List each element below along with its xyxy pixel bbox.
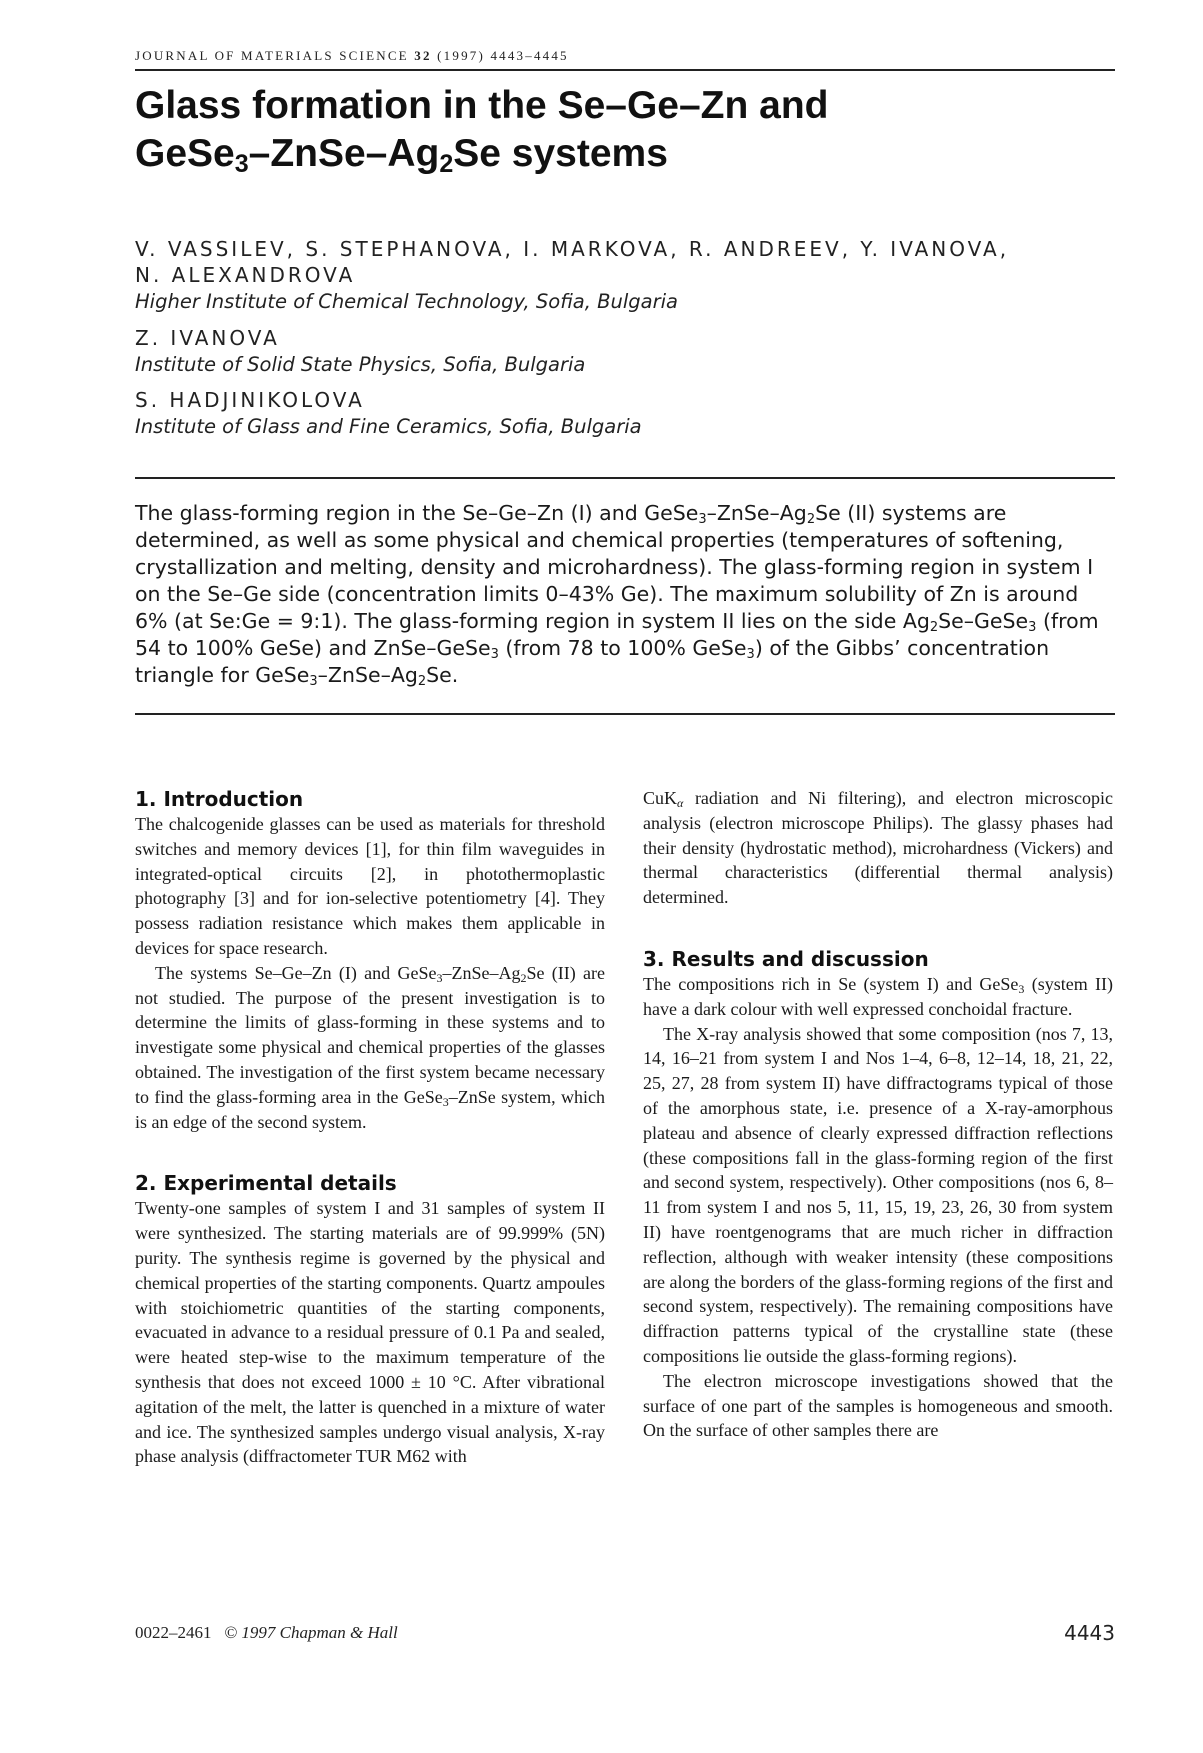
section-gap	[643, 910, 1113, 946]
title-subscript: 2	[439, 150, 454, 178]
section-heading-results: 3. Results and discussion	[643, 946, 929, 971]
abstract-text: ) of the Gibbs’ concentration triangle for GeSe	[135, 636, 1050, 687]
header-rule	[135, 69, 1115, 71]
copyright: © 1997 Chapman & Hall	[224, 1623, 398, 1642]
body-text: –ZnSe–Ag	[442, 962, 521, 983]
abstract-top-rule	[135, 477, 1115, 479]
title-line-1: Glass formation in the Se–Ge–Zn and	[135, 84, 829, 127]
running-head	[135, 48, 1115, 64]
author-names-line-2: N. ALEXANDROVA	[135, 263, 356, 287]
abstract-subscript: 2	[806, 512, 816, 527]
body-subscript: 3	[436, 970, 443, 985]
abstract-text: –ZnSe–Ag	[317, 663, 418, 687]
author-names-2: Z. IVANOVA	[135, 326, 280, 350]
body-text: radiation and Ni filtering), and electron microscopic analysis (electron microscope Philips). The glassy phases had their density (hydrostatic method), microhardness (Vickers) and thermal characteristics (differential thermal analysis) determined.	[643, 788, 1113, 908]
footer-issn-copyright	[135, 1623, 398, 1643]
issn: 0022–2461	[135, 1623, 212, 1642]
section-heading-experimental: 2. Experimental details	[135, 1171, 397, 1196]
abstract-subscript: 3	[1028, 620, 1037, 635]
experimental-paragraph-1: Twenty-one samples of system I and 31 samples of system II were synthesized. The starting materials are of 99.999% (5N) purity. The synthesis regime is governed by the physical and chemical properties of the starting components. Quartz ampoules with stoichiometric quantities of the starting components, evacuated in advance to a residual pressure of 0.1 Pa and sealed, were heated step-wise to the maximum temperature of the synthesis that does not exceed 1000 ± 10 °C. After vibrational agitation of the melt, the latter is quenched in a mixture of water and ice. The synthesized samples undergo visual analysis, X-ray phase analysis (diffractometer TUR M62 with	[135, 1198, 605, 1467]
abstract-bottom-rule	[135, 713, 1115, 715]
affiliation-1: Higher Institute of Chemical Technology, Sofia, Bulgaria	[135, 290, 679, 313]
journal-volume: 32	[414, 48, 432, 63]
results-paragraph-1	[643, 972, 1113, 1022]
results-paragraph-3: The electron microscope investigations showed that the surface of one part of the samples is homogeneous and smooth. On the surface of other samples there are	[643, 1370, 1113, 1441]
results-paragraph-2: The X-ray analysis showed that some composition (nos 7, 13, 14, 16–21 from system I and Nos 1–4, 6–8, 12–14, 18, 21, 22, 25, 27, 28 from system II) have diffractograms typical of those of the amorphous state, i.e. presence of a X-ray-amorphous plateau and absence of clearly expressed diffraction reflections (these compositions fall in the glass-forming region of the first and second system, respectively). Other compositions (nos 6, 8–11 from system I and nos 5, 11, 15, 19, 23, 26, 30 from system II) have roentgenograms that are much richer in diffraction reflection, although with weaker intensity (these compositions are along the borders of the glass-forming regions of the first and second system, respectively). The remaining compositions have diffraction patterns typical of the crystalline state (these compositions lie outside the glass-forming regions).	[643, 1023, 1113, 1366]
journal-name: JOURNAL OF MATERIALS SCIENCE	[135, 48, 409, 63]
column-right	[643, 786, 1113, 1443]
page-number: 4443	[1064, 1621, 1115, 1645]
author-names-3: S. HADJINIKOLOVA	[135, 388, 365, 412]
experimental-paragraph-continued	[643, 786, 1113, 910]
body-text: –ZnSe system, which is an edge of the second system.	[135, 1086, 605, 1132]
section-gap	[135, 1134, 605, 1170]
abstract-text: (from 78 to 100% GeSe	[498, 636, 747, 660]
abstract-subscript: 3	[309, 674, 318, 689]
author-names-line-1: V. VASSILEV, S. STEPHANOVA, I. MARKOVA, R. ANDREEV, Y. IVANOVA,	[135, 237, 1010, 261]
title-subscript: 3	[234, 150, 249, 178]
body-subscript: 3	[442, 1094, 449, 1109]
intro-paragraph-1: The chalcogenide glasses can be used as materials for threshold switches and memory devices [1], for thin film waveguides in integrated-optical circuits [2], in photothermoplastic photography [3] and for ion-selective potentiometry [4]. They possess radiation resistance which makes them applicable in devices for space research.	[135, 814, 605, 958]
body-subscript: 3	[1018, 981, 1025, 996]
column-left	[135, 786, 605, 1469]
abstract-text: (from 54 to 100% GeSe) and ZnSe–GeSe	[135, 609, 1099, 660]
intro-paragraph-2	[135, 961, 605, 1135]
article-title	[135, 82, 1115, 178]
body-text: The compositions rich in Se (system I) and GeSe	[643, 973, 1019, 994]
abstract-text: –ZnSe–Ag	[706, 501, 807, 525]
abstract	[135, 500, 1115, 689]
body-subscript: 2	[520, 970, 527, 985]
title-part: –ZnSe–Ag	[248, 132, 440, 175]
abstract-subscript: 3	[698, 512, 707, 527]
body-text: The systems Se–Ge–Zn (I) and GeSe	[155, 962, 437, 983]
alpha-subscript: α	[677, 796, 684, 810]
journal-year-pages: (1997) 4443–4445	[437, 48, 569, 63]
section-heading-introduction: 1. Introduction	[135, 787, 304, 811]
affiliation-3: Institute of Glass and Fine Ceramics, Sofia, Bulgaria	[135, 415, 642, 438]
author-group-2	[135, 325, 1115, 378]
abstract-subscript: 2	[417, 674, 427, 689]
abstract-subscript: 2	[929, 620, 939, 635]
body-text: (system II) have a dark colour with well expressed conchoidal fracture.	[643, 973, 1113, 1019]
body-text: CuK	[643, 788, 678, 808]
title-part: GeSe	[135, 132, 235, 175]
abstract-text: Se (II) systems are determined, as well as some physical and chemical properties (temperatures of softening, crystallization and melting, density and microhardness). The glass-forming region in system I on the Se–Ge side (concentration limits 0–43% Ge). The maximum solubility of Zn is around 6% (at Se:Ge = 9:1). The glass-forming region in system II lies on the side Ag	[135, 501, 1094, 633]
title-part: Se systems	[453, 132, 668, 175]
author-group-1	[135, 236, 1115, 315]
author-group-3	[135, 387, 1115, 440]
body-text: Se (II) are not studied. The purpose of the present investigation is to determine the limits of glass-forming in these systems and to investigate some physical and chemical properties of the glasses obtained. The investigation of the first system became necessary to find the glass-forming area in the GeSe	[135, 962, 606, 1107]
abstract-subscript: 3	[746, 647, 755, 662]
abstract-text: Se.	[426, 663, 459, 687]
abstract-text: Se–GeSe	[938, 609, 1029, 633]
abstract-text: The glass-forming region in the Se–Ge–Zn (I) and GeSe	[135, 501, 699, 525]
affiliation-2: Institute of Solid State Physics, Sofia, Bulgaria	[135, 353, 586, 376]
abstract-subscript: 3	[490, 647, 499, 662]
